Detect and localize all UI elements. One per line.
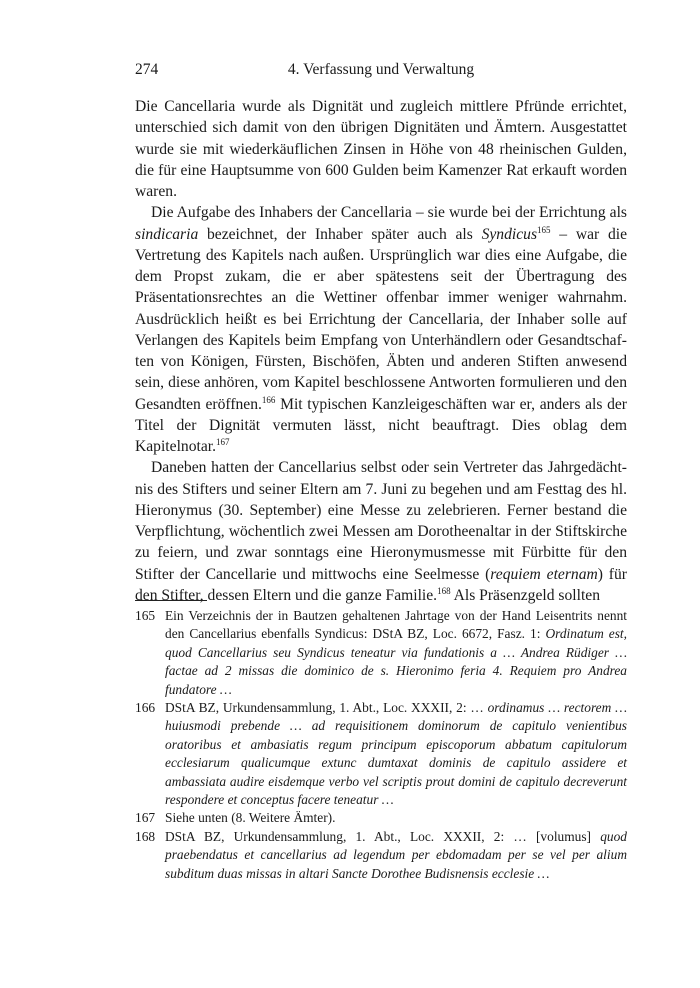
paragraph-2-text: Mit typischen Kanzleigeschäften war er, anders als der Titel der Dignität vermuten lässt, nicht beauftragt. Dies oblag dem Kapitelnotar.	[135, 395, 627, 455]
paragraph-3-text: ) für den Stifter, dessen Eltern und die ganze Familie.	[135, 565, 627, 604]
footnote-number: 167	[135, 810, 156, 826]
footnote-quote: quod praebendatus et cancellarius ad legendum per ebdomadam per se vel per alium subditum duas missas in altari Sancte Dorothee Budisnensis ecclesie …	[165, 828, 627, 881]
paragraph-1: Die Cancellaria wurde als Dignität und zugleich mittlere Pfründe errichtet, unterschied sich damit von den übrigen Dignitäten und Ämtern. Ausgestattet wurde sie mit wiederkäuflichen Zinsen in Höhe von 48 rheinischen Gulden, die für eine Hauptsumme von 600 Gulden beim Kamenzer Rat erkauft worden waren.	[135, 98, 627, 200]
footnote-text	[165, 607, 627, 699]
footnote-number: 166	[135, 700, 156, 716]
footnote-text-roman: Siehe unten (8. Weitere Ämter).	[165, 810, 336, 826]
emphasis-syndicus: Syndicus	[481, 225, 538, 243]
running-head: 4. Verfassung und Verwaltung	[287, 61, 475, 78]
footnote-text	[165, 699, 627, 809]
page-header	[135, 61, 627, 83]
emphasis-requiem-eternam: requiem eternam	[490, 565, 598, 583]
footnote-text	[165, 828, 627, 883]
paragraph-2-text: Die Aufgabe des Inhabers der Cancellaria – sie wurde bei der Errichtung als	[151, 204, 627, 222]
footnote-ref-168[interactable]: 168	[437, 585, 451, 596]
footnote-ref-167[interactable]: 167	[215, 437, 230, 447]
footnote-divider	[135, 600, 207, 601]
paragraph-2-text: – war die Vertretung des Kapitels nach außen. Ursprünglich war dies eine Aufgabe, die dem Propst zukam, die er aber spätestens seit der Übertragung des Präsentationsrechtes an die Wettiner offenbar immer weniger wahrnahm. Ausdrücklich heißt es bei Errichtung der Cancellaria, der Inhaber solle auf Verlangen des Kapitels beim Empfang von Unterhändlern oder Gesandtschaften von Königen, Fürsten, Bischöfen, Äbten und anderen Stiften anwesend sein, diese anhören, vom Kapitel beschlossene Antworten formulieren und den Gesandten eröffnen.	[135, 225, 628, 413]
footnote-168	[135, 828, 627, 883]
footnote-ref-165[interactable]: 165	[537, 224, 551, 235]
footnote-167	[135, 809, 627, 827]
footnotes	[135, 607, 627, 883]
footnote-text-roman: Ein Verzeichnis der in Bautzen gehaltenen Jahrtage von der Hand Leisentrits nennt den Cancellarius ebenfalls Syndicus: DStA BZ, Loc. 6672, Fasz. 1:	[165, 608, 627, 642]
footnote-ref-166[interactable]: 166	[261, 394, 276, 405]
footnote-text	[165, 809, 627, 827]
paragraph-2-text: bezeichnet, der Inhaber später auch als	[198, 225, 482, 243]
footnote-number: 165	[135, 608, 156, 623]
page-number: 274	[135, 61, 159, 78]
footnote-166	[135, 699, 627, 809]
emphasis-sindicaria: sindicaria	[135, 225, 199, 243]
paragraph-3-text: Daneben hatten der Cancellarius selbst oder sein Vertreter das Jahrgedächtnis des Stifters und seiner Eltern am 7. Juni zu begehen und am Festtag des hl. Hieronymus (30. September) eine Messe zu zelebrieren. Ferner bestand die Verpflichtung, wöchentlich zwei Messen am Dorotheenaltar in der Stiftskirche zu feiern, und zwar sonntags eine Hieronymusmesse mit Fürbitte für den Stifter der Cancellarie und mittwochs eine Seelmesse (	[135, 459, 627, 583]
paragraph-3	[135, 457, 627, 606]
footnote-text-roman: DStA BZ, Urkundensammlung, 1. Abt., Loc. XXXII, 2: … [volumus]	[165, 828, 601, 844]
main-text	[135, 96, 627, 606]
footnote-quote: Ordinatum est, quod Cancellarius seu Syndicus teneatur via fundationis a … Andrea Rüdiger … factae ad 2 missas die dominico de s. Hieronimo feria 4. Requiem pro Andrea fundatore …	[165, 626, 627, 697]
footnote-quote: ordinamus … rectorem … huiusmodi prebende … ad requisitionem dominorum de capitulo venientibus oratoribus et ambasiatis regum principum episcoporum abbatum capitulorum ecclesiarum qualicumque extunc dumtaxat dominis de capitulo assidere et ambassiata audire eisdemque verbo vel scriptis prout domini de capitulo decreverunt respondere et conceptus facere teneatur …	[165, 700, 627, 808]
paragraph-3-text: Als Präsenzgeld sollten	[450, 586, 600, 604]
paragraph-2	[135, 202, 627, 457]
footnote-number: 168	[135, 828, 156, 844]
footnote-text-roman: DStA BZ, Urkundensammlung, 1. Abt., Loc. XXXII, 2: …	[165, 700, 488, 716]
footnote-165	[135, 607, 627, 699]
